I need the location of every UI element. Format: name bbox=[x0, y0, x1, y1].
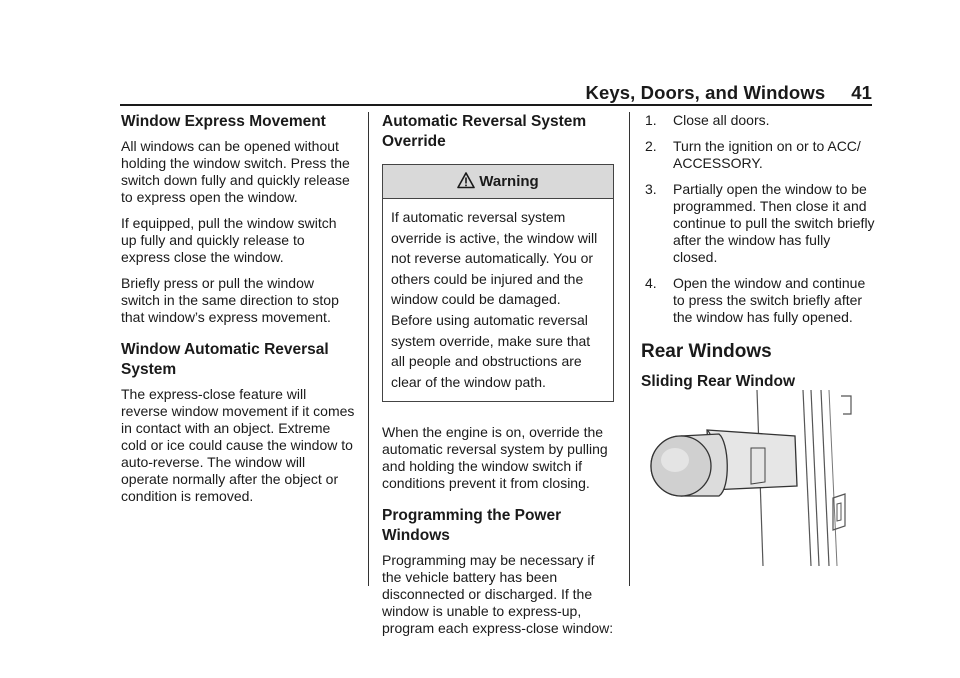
column-1 bbox=[121, 112, 356, 514]
column-divider-2 bbox=[629, 112, 630, 586]
heading-automatic-reversal-override: Automatic Reversal System Override bbox=[382, 113, 587, 150]
column-divider-1 bbox=[368, 112, 369, 586]
warning-title: Warning bbox=[479, 173, 539, 190]
running-header bbox=[586, 82, 872, 104]
warning-text: If automatic reversal system override is active, the window will not reverse automatically. You or others could be injured and the window could be damaged. Before using automatic reversal system override, make sure that all people and obstructions are clear of the window path. bbox=[391, 209, 598, 390]
list-item: 3. Partially open the window to be programmed. Then close it and continue to pull the switch briefly after the window has fully closed. bbox=[645, 181, 875, 265]
warning-box bbox=[382, 164, 614, 402]
heading-programming-power-windows: Programming the Power Windows bbox=[382, 507, 562, 545]
warning-triangle-icon bbox=[457, 168, 475, 201]
paragraph: All windows can be opened without holding the window switch. Press the switch down fully and quickly release to express open the window. bbox=[121, 138, 350, 205]
header-rule bbox=[120, 104, 872, 106]
heading-window-automatic-reversal: Window Automatic Reversal System bbox=[121, 341, 329, 378]
column-3 bbox=[641, 112, 877, 398]
list-item: 1. Close all doors. bbox=[645, 112, 770, 128]
paragraph: When the engine is on, override the automatic reversal system by pulling and holding the window switch if conditions prevent it from closing. bbox=[382, 424, 608, 492]
page-number: 41 bbox=[851, 82, 872, 103]
heading-window-express-movement: Window Express Movement bbox=[121, 113, 326, 130]
heading-rear-windows: Rear Windows bbox=[641, 341, 772, 362]
programming-steps-list bbox=[641, 112, 877, 326]
list-item: 2. Turn the ignition on or to ACC/ ACCESSORY. bbox=[645, 138, 861, 171]
warning-header bbox=[383, 165, 613, 199]
paragraph: The express-close feature will reverse window movement if it comes in contact with an object. Extreme cold or ice could cause the window to auto-reverse. The window will operate normally after the object or condition is removed. bbox=[121, 386, 355, 504]
list-item: 4. Open the window and continue to press the switch briefly after the window has fully opened. bbox=[645, 275, 866, 325]
section-title: Keys, Doors, and Windows bbox=[585, 82, 826, 103]
paragraph: Programming may be necessary if the vehicle battery has been disconnected or discharged. If the window is unable to express-up, program each express-close window: bbox=[382, 552, 614, 637]
sliding-window-latch-illustration bbox=[645, 390, 857, 566]
paragraph: If equipped, pull the window switch up fully and quickly release to express close the window. bbox=[121, 215, 337, 265]
paragraph: Briefly press or pull the window switch in the same direction to stop that window’s express movement. bbox=[121, 275, 339, 325]
heading-sliding-rear-window: Sliding Rear Window bbox=[641, 373, 796, 390]
column-2 bbox=[382, 112, 614, 646]
